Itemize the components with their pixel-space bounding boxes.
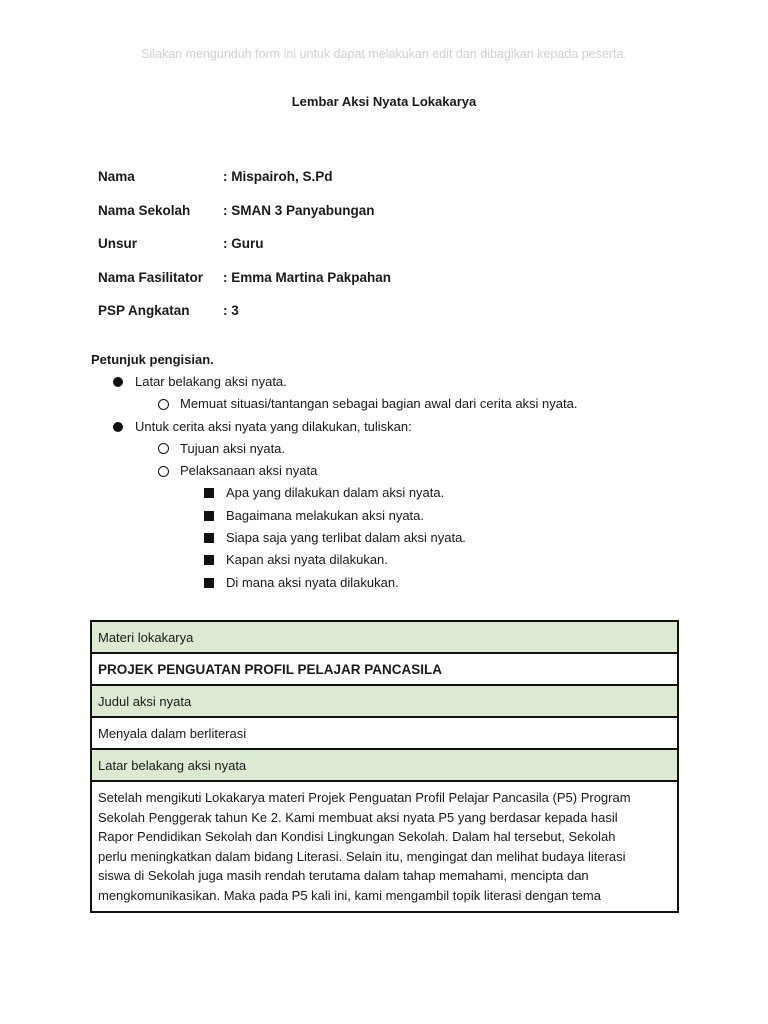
info-row-fasilitator (98, 270, 391, 304)
hollow-circle-bullet-icon (158, 443, 169, 454)
judul-label-cell: Judul aksi nyata (91, 685, 678, 717)
paragraph-line: Setelah mengikuti Lokakarya materi Projek Penguatan Profil Pelajar Pancasila (P5) Program (98, 790, 631, 805)
judul-value-cell: Menyala dalam berliterasi (91, 717, 678, 749)
info-label: Nama Sekolah (98, 202, 191, 218)
list-item (91, 508, 577, 530)
info-label: Nama (98, 169, 135, 184)
instructions-section (91, 352, 577, 597)
list-item-text: Bagaimana melakukan aksi nyata. (226, 507, 425, 523)
info-label: PSP Angkatan (98, 303, 190, 318)
square-bullet-icon (204, 578, 214, 588)
info-value: : Mispairoh, S.Pd (223, 169, 333, 184)
list-item (91, 441, 577, 463)
page-title: Lembar Aksi Nyata Lokakarya (291, 94, 477, 109)
materi-value-cell: PROJEK PENGUATAN PROFIL PELAJAR PANCASILA (91, 653, 678, 685)
list-item-text: Untuk cerita aksi nyata yang dilakukan, tuliskan: (135, 418, 412, 434)
table-row (91, 781, 678, 912)
table-row (91, 621, 678, 653)
square-bullet-icon (204, 511, 214, 521)
paragraph-line: Sekolah Penggerak tahun Ke 2. Kami membuat aksi nyata P5 yang berdasar kepada hasil (98, 809, 618, 825)
square-bullet-icon (204, 488, 214, 498)
info-row-unsur (98, 236, 391, 270)
table-row (91, 717, 678, 749)
info-value: : 3 (223, 303, 239, 318)
hollow-circle-bullet-icon (158, 399, 169, 410)
list-item-text: Latar belakang aksi nyata. (135, 374, 287, 389)
hollow-circle-bullet-icon (158, 466, 169, 477)
list-item-text: Memuat situasi/tantangan sebagai bagian awal dari cerita aksi nyata. (180, 396, 578, 412)
list-item (91, 419, 577, 441)
download-note: Silakan mengunduh form ini untuk dapat melakukan edit dan dibagikan kepada peserta. (141, 47, 627, 61)
table-row (91, 749, 678, 781)
list-item (91, 485, 577, 507)
list-item-text: Kapan aksi nyata dilakukan. (226, 552, 388, 568)
info-value: : Emma Martina Pakpahan (223, 269, 392, 285)
filled-circle-bullet-icon (113, 422, 123, 432)
latar-paragraph-cell (91, 781, 678, 912)
info-value: : Guru (223, 236, 264, 251)
list-item (91, 530, 577, 552)
paragraph-line: Rapor Pendidikan Sekolah dan Kondisi Lingkungan Sekolah. Dalam hal tersebut, Sekolah (98, 829, 616, 844)
list-item (91, 396, 577, 418)
info-row-nama-sekolah (98, 203, 391, 237)
info-label: Nama Fasilitator (98, 269, 204, 285)
list-item-text: Siapa saja yang terlibat dalam aksi nyata. (226, 530, 466, 546)
list-item (91, 575, 577, 597)
instructions-heading: Petunjuk pengisian. (91, 352, 214, 367)
list-item (91, 552, 577, 574)
info-label: Unsur (98, 236, 138, 251)
table-row (91, 653, 678, 685)
table-row (91, 685, 678, 717)
materi-label-cell: Materi lokakarya (91, 621, 678, 653)
square-bullet-icon (204, 533, 214, 543)
info-row-angkatan (98, 303, 391, 337)
list-item-text: Di mana aksi nyata dilakukan. (226, 574, 399, 590)
list-item (91, 463, 577, 485)
paragraph-line: perlu meningkatkan dalam bidang Literasi. Selain itu, mengingat dan melihat budaya literasi (98, 848, 626, 864)
latar-label-cell: Latar belakang aksi nyata (91, 749, 678, 781)
filled-circle-bullet-icon (113, 377, 123, 387)
paragraph-line: mengkomunikasikan. Maka pada P5 kali ini, kami mengambil topik literasi dengan tema (98, 887, 601, 903)
info-value: : SMAN 3 Panyabungan (223, 202, 375, 218)
paragraph-line: siswa di Sekolah juga masih rendah terutama dalam tahap memahami, mencipta dan (98, 868, 589, 883)
info-row-nama (98, 169, 391, 203)
list-item-text: Apa yang dilakukan dalam aksi nyata. (226, 485, 445, 501)
identity-section (98, 169, 391, 337)
square-bullet-icon (204, 555, 214, 565)
action-table (90, 620, 679, 913)
list-item (91, 374, 577, 396)
list-item-text: Pelaksanaan aksi nyata (180, 463, 318, 479)
list-item-text: Tujuan aksi nyata. (180, 440, 286, 456)
